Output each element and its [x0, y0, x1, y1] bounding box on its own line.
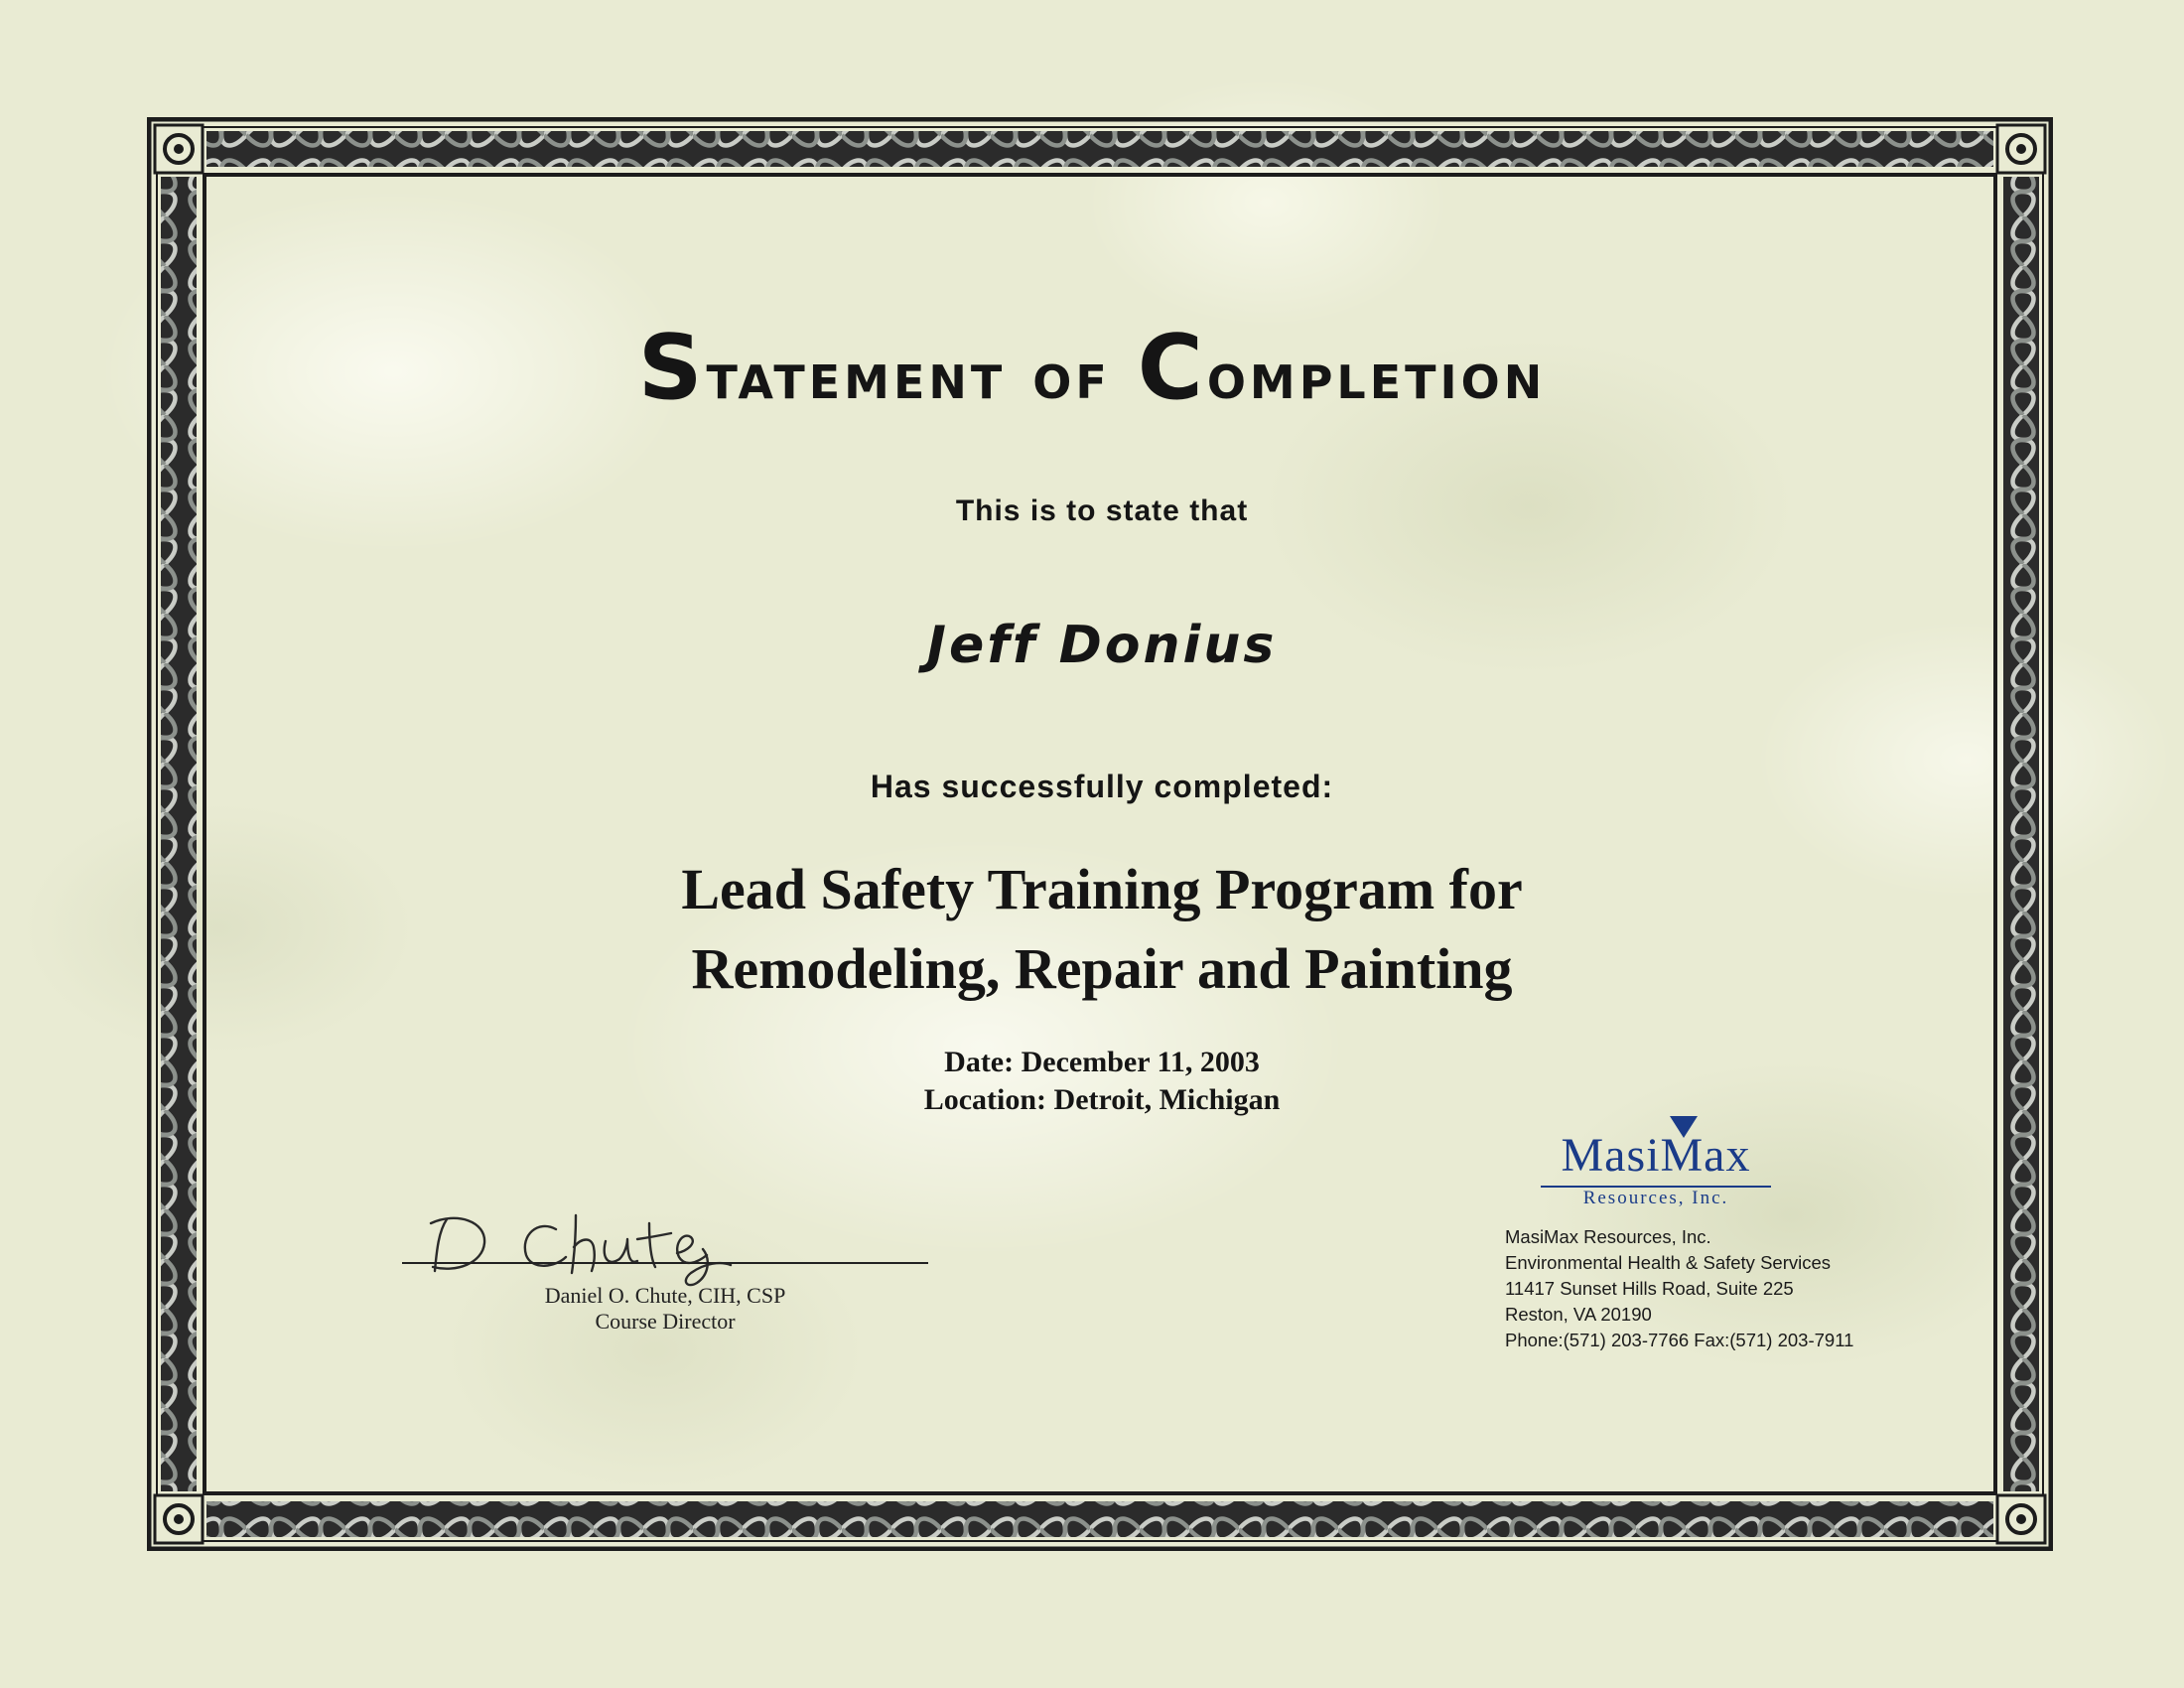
ring-ornament-icon	[155, 1495, 203, 1543]
ring-ornament-icon	[1997, 125, 2045, 173]
org-contact: Phone:(571) 203-7766 Fax:(571) 203-7911	[1505, 1330, 1854, 1350]
signature-image	[417, 1201, 735, 1291]
completed-label: Has successfully completed:	[870, 769, 1334, 804]
completion-location: Location: Detroit, Michigan	[923, 1083, 1281, 1116]
org-name: MasiMax Resources, Inc.	[1505, 1226, 1711, 1247]
org-tagline: Environmental Health & Safety Services	[1505, 1252, 1832, 1273]
signer-name: Daniel O. Chute, CIH, CSP	[544, 1283, 786, 1308]
signature-line	[402, 1262, 928, 1264]
logo-triangle-icon	[1670, 1116, 1698, 1138]
org-address-line-2: Reston, VA 20190	[1505, 1304, 1652, 1325]
certificate-title: Statement of Completion	[637, 316, 1547, 420]
intro-text: This is to state that	[955, 494, 1249, 527]
completion-date: Date: December 11, 2003	[944, 1046, 1260, 1078]
ring-ornament-icon	[155, 125, 203, 173]
ring-ornament-icon	[1997, 1495, 2045, 1543]
signer-role: Course Director	[595, 1309, 736, 1334]
course-title-line-2: Remodeling, Repair and Painting	[691, 936, 1513, 1001]
masimax-logo	[1537, 1110, 1775, 1208]
org-address-line-1: 11417 Sunset Hills Road, Suite 225	[1505, 1278, 1794, 1299]
logo-subtitle: Resources, Inc.	[1582, 1188, 1729, 1208]
logo-wordmark: MasiMax	[1561, 1129, 1751, 1182]
recipient-name: Jeff Donius	[926, 616, 1278, 675]
course-title-line-1: Lead Safety Training Program for	[681, 857, 1523, 921]
